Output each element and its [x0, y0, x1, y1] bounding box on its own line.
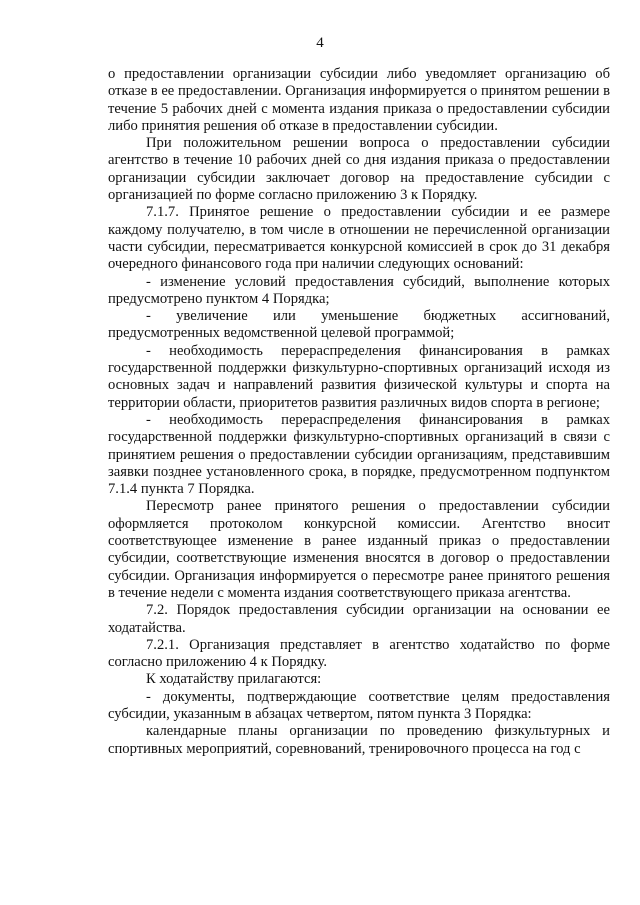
paragraph: Пересмотр ранее принятого решения о предоставлении субсидии оформляется протоколом конкурсной комиссии. Агентство вносит соответствующее изменение в ранее изданный приказ о предоставлении субсидии, соответствующие изменения вносятся в договор о предоставлении субсидии. Организация информируется о пересмотре ранее принятого решения в течение недели с момента издания соответствующего приказа агентства. — [108, 498, 610, 601]
paragraph: - необходимость перераспределения финансирования в рамках государственной поддержки физкультурно-спортивных организаций в связи с принятием решения о предоставлении субсидии организациям, представившим заявки позднее установленного срока, в порядке, предусмотренном подпунктом 7.1.4 пункта 7 Порядка. — [108, 411, 610, 498]
page-number: 4 — [316, 35, 324, 51]
paragraph: 7.2.1. Организация представляет в агентство ходатайство по форме согласно приложению 4 к Порядку. — [108, 636, 610, 671]
paragraph: - увеличение или уменьшение бюджетных ассигнований, предусмотренных ведомственной целевой программой; — [108, 308, 610, 342]
paragraph: о предоставлении организации субсидии либо уведомляет организацию об отказе в ее предоставлении. Организация информируется о принятом решении в течение 5 рабочих дней с момента издания приказа о предоставлении субсидии либо принятия решения об отказе в предоставлении субсидии. — [108, 66, 610, 134]
paragraph: календарные планы организации по проведению физкультурных и спортивных мероприятий, соревнований, тренировочного процесса на год с — [108, 723, 610, 757]
paragraph: 7.2. Порядок предоставления субсидии организации на основании ее ходатайства. — [108, 602, 610, 636]
paragraph: К ходатайству прилагаются: — [146, 671, 322, 688]
document-body — [108, 66, 610, 758]
paragraph: 7.1.7. Принятое решение о предоставлении субсидии и ее размере каждому получателю, в том числе в отношении не перечисленной организации части субсидии, пересматривается конкурсной комиссией в срок до 31 декабря очередного финансового года при наличии следующих оснований: — [108, 204, 610, 273]
paragraph: - изменение условий предоставления субсидий, выполнение которых предусмотрено пунктом 4 Порядка; — [108, 273, 610, 307]
paragraph: - необходимость перераспределения финансирования в рамках государственной поддержки физкультурно-спортивных организаций исходя из основных задач и направлений развития физической культуры и спорта на территории области, приоритетов развития различных видов спорта в регионе; — [108, 342, 610, 411]
paragraph: - документы, подтверждающие соответствие целям предоставления субсидии, указанным в абзацах четвертом, пятом пункта 3 Порядка: — [108, 688, 610, 722]
paragraph: При положительном решении вопроса о предоставлении субсидии агентство в течение 10 рабочих дней со дня издания приказа о предоставлении организации субсидии заключает договор на предоставление субсидии с организацией по форме согласно приложению 3 к Порядку. — [108, 135, 610, 204]
